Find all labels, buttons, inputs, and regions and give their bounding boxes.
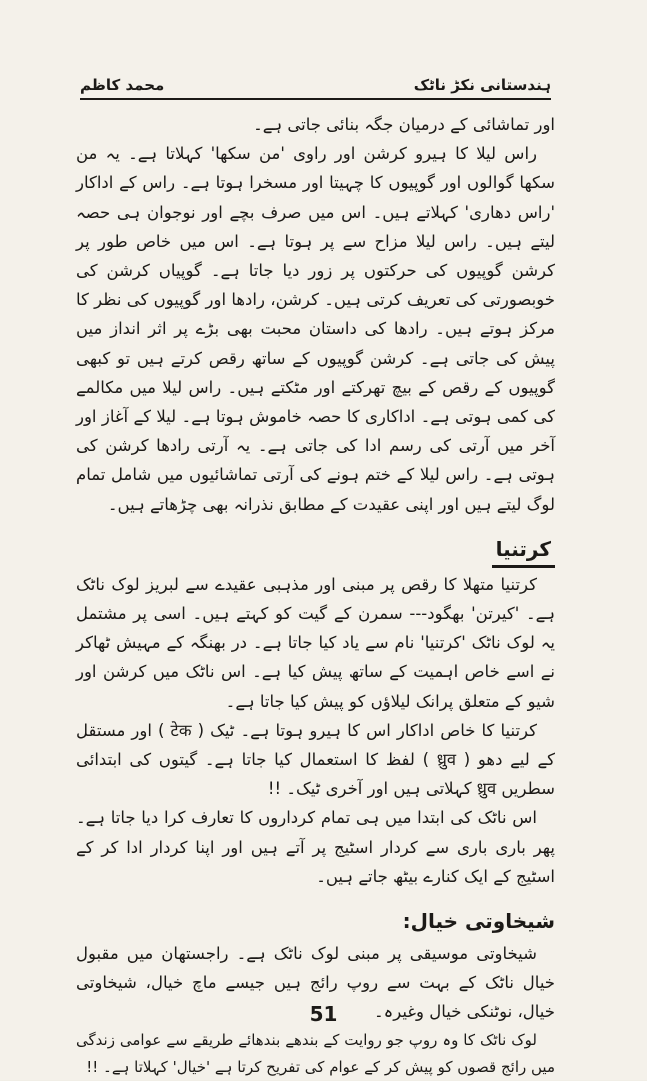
spacer [76, 891, 555, 901]
page-number: 51 [309, 1002, 338, 1026]
section-kirtaniya [76, 529, 555, 891]
book-title: ہندستانی نکڑ ناٹک [413, 76, 551, 94]
section-heading-kirtaniya: کرتنیا [492, 533, 555, 568]
paragraph: کرتنیا متھلا کا رقص پر مبنی اور مذہبی عقیدے سے لبریز لوک ناٹک ہے۔ 'کیرتن' بھگود--- سمرن کے گیت کو کہتے ہیں۔ اسی پر مشتمل یہ لوک ناٹک 'کرتنیا' نام سے یاد کیا جاتا ہے۔ در بھنگہ کے مہیش ٹھاکر نے اسے خاص اہمیت کے ساتھ پیش کیا ہے۔ اس ناٹک میں کرشن اور شیو کے متعلق پرانک لیلاؤں کو پیش کیا جاتا ہے۔ [76, 574, 555, 711]
paragraph: اس ناٹک کی ابتدا میں ہی تمام کرداروں کا تعارف کرا دیا جاتا ہے۔ پھر باری باری سے کردار اسٹیج پر آتے ہیں اور اپنا کردار ادا کر کے اسٹیج کے ایک کنارے بیٹھ جاتے ہیں۔ [76, 808, 555, 886]
paragraph: راس لیلا کا ہیرو کرشن اور راوی 'من سکھا' کہلاتا ہے۔ یہ من سکھا گوالوں اور گوپیوں کا چہیتا اور مسخرا ہوتا ہے۔ راس کے اداکار 'راس دھاری' کہلاتے ہیں۔ اس میں صرف بچے اور نوجوان ہی حصہ لیتے ہیں۔ راس لیلا مزاح سے پر ہوتا ہے۔ اس میں خاص طور پر کرشن گوپیوں کی حرکتوں پر زور دیا جاتا ہے۔ گوپیاں کرشن کی خوبصورتی کی تعریف کرتی ہیں۔ کرشن، رادھا اور گوپیوں کی نظر کا مرکز ہوتے ہیں۔ رادھا کی داستان محبت بھی بڑے پر اثر انداز میں پیش کی جاتی ہے۔ کرشن گوپیوں کے ساتھ رقص کرتے ہیں تو کبھی گوپیوں کے رقص کے بیچ تھرکتے اور مٹکتے ہیں۔ راس لیلا میں مکالمے کی کمی ہوتی ہے۔ اداکاری کا حصہ خاموش ہوتا ہے۔ لیلا کے آغاز اور آخر میں آرتی کی رسم ادا کی جاتی ہے۔ یہ آرتی رادھا کرشن کی ہوتی ہے۔ راس لیلا کے ختم ہونے کی آرتی تماشائیوں میں شامل تمام لوگ لیتے ہیں اور اپنی عقیدت کے مطابق نذرانہ بھی چڑھاتے ہیں۔ [76, 144, 555, 514]
footnote: لوک ناٹک کا وہ روپ جو روایت کے بندھے بندھائے طریقے سے عوامی زندگی میں رائج قصوں کو پیش کر کے عوام کی تفریح کرتا ہے 'خیال' کہلاتا ہے۔ !! [76, 1030, 555, 1076]
page-body [76, 110, 555, 1081]
author-name: محمد کاظم [80, 76, 165, 94]
paragraph: کرتنیا کا خاص اداکار اس کا ہیرو ہوتا ہے۔ ٹیک ( टेक ) اور مستقل کے لیے دھو ( ध्रुव ) لفظ کا استعمال کیا جاتا ہے۔ گیتوں کی ابتدائی سطریں ध्रुव کہلاتی ہیں اور آخری ٹیک۔ !! [76, 720, 556, 799]
spacer [76, 519, 555, 529]
running-header [80, 72, 551, 100]
paragraph: شیخاوتی موسیقی پر مبنی لوک ناٹک ہے۔ راجستھان میں مقبول خیال ناٹک کے بہت سے روپ رائج ہیں جیسے ماچ خیال، شیخاوتی خیال، نوٹنکی خیال وغیرہ۔ [76, 944, 555, 1022]
paragraph: اور تماشائی کے درمیان جگہ بنائی جاتی ہے۔ [253, 115, 555, 134]
section-heading-shekhawati: شیخاوتی خیال: [402, 909, 555, 934]
